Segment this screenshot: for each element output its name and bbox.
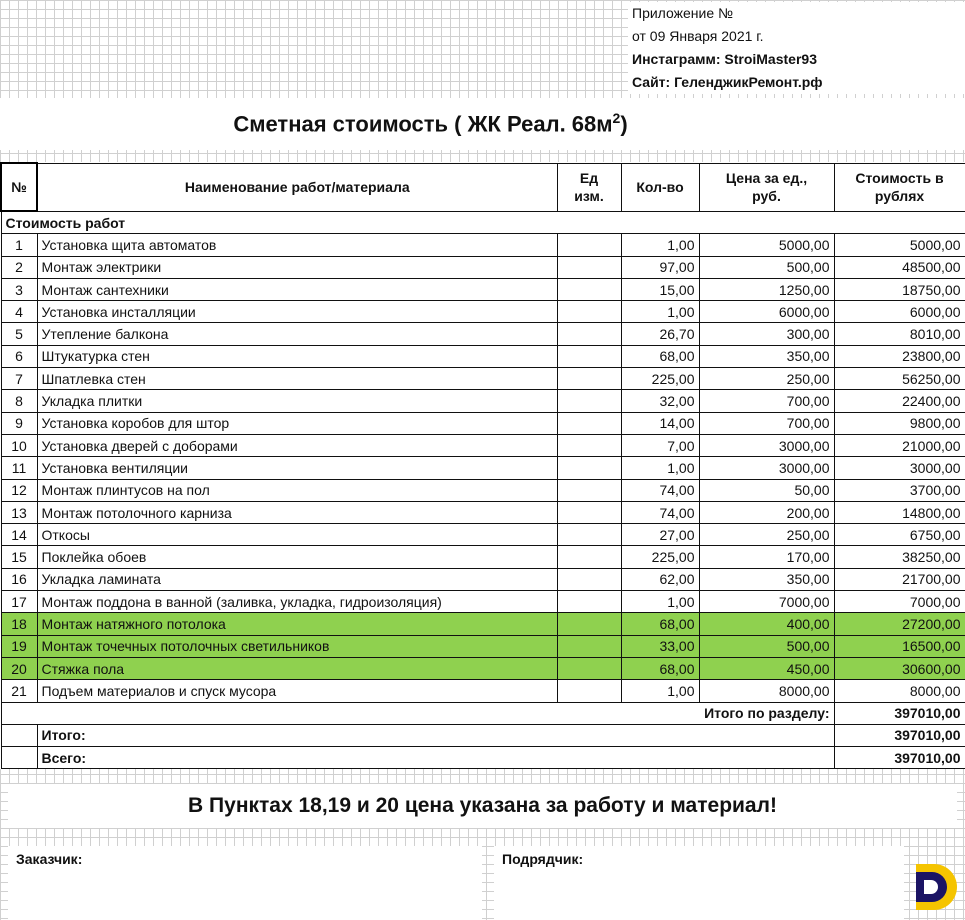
row-unit <box>557 546 621 568</box>
row-price: 6000,00 <box>699 301 834 323</box>
instagram-line: Инстаграмм: StroiMaster93 <box>632 51 817 67</box>
grand-total-value: 397010,00 <box>834 747 965 769</box>
row-name: Установка коробов для штор <box>37 412 557 434</box>
row-unit <box>557 390 621 412</box>
estimate-table <box>0 162 965 769</box>
row-unit <box>557 524 621 546</box>
row-name: Монтаж плинтусов на пол <box>37 479 557 501</box>
customer-label: Заказчик: <box>16 851 83 867</box>
row-unit <box>557 568 621 590</box>
section-total-label: Итого по разделу: <box>1 702 834 724</box>
row-qty: 1,00 <box>621 680 699 702</box>
table-row <box>1 479 965 501</box>
row-cost: 8010,00 <box>834 323 965 345</box>
table-row <box>1 434 965 456</box>
row-cost: 30600,00 <box>834 657 965 679</box>
row-name: Поклейка обоев <box>37 546 557 568</box>
customer-signature-box <box>8 846 482 920</box>
row-qty: 62,00 <box>621 568 699 590</box>
row-name: Установка дверей с доборами <box>37 434 557 456</box>
row-price: 3000,00 <box>699 457 834 479</box>
table-header-row <box>1 163 965 211</box>
row-price: 3000,00 <box>699 434 834 456</box>
row-price: 1250,00 <box>699 278 834 300</box>
row-cost: 3700,00 <box>834 479 965 501</box>
row-name: Откосы <box>37 524 557 546</box>
row-cost: 16500,00 <box>834 635 965 657</box>
row-price: 170,00 <box>699 546 834 568</box>
table-row <box>1 501 965 523</box>
row-number: 16 <box>1 568 37 590</box>
row-number: 20 <box>1 657 37 679</box>
row-qty: 225,00 <box>621 368 699 390</box>
page-title <box>233 110 627 137</box>
table-row <box>1 635 965 657</box>
table-row <box>1 256 965 278</box>
row-number: 19 <box>1 635 37 657</box>
unit-header-line1: Ед <box>579 170 599 186</box>
row-price: 200,00 <box>699 501 834 523</box>
total-label: Итого: <box>37 724 834 746</box>
row-unit <box>557 591 621 613</box>
row-price: 300,00 <box>699 323 834 345</box>
note-banner <box>8 784 957 828</box>
row-qty: 1,00 <box>621 301 699 323</box>
row-qty: 68,00 <box>621 657 699 679</box>
row-number: 14 <box>1 524 37 546</box>
row-name: Установка инсталляции <box>37 301 557 323</box>
row-price: 450,00 <box>699 657 834 679</box>
row-qty: 7,00 <box>621 434 699 456</box>
row-price: 400,00 <box>699 613 834 635</box>
row-number: 6 <box>1 345 37 367</box>
row-name: Укладка ламината <box>37 568 557 590</box>
row-cost: 3000,00 <box>834 457 965 479</box>
row-number: 21 <box>1 680 37 702</box>
row-price: 5000,00 <box>699 234 834 256</box>
table-row <box>1 613 965 635</box>
table-row <box>1 546 965 568</box>
row-qty: 27,00 <box>621 524 699 546</box>
row-name: Монтаж электрики <box>37 256 557 278</box>
row-cost: 6750,00 <box>834 524 965 546</box>
total-empty-cell <box>1 724 37 746</box>
row-cost: 22400,00 <box>834 390 965 412</box>
section-total-value: 397010,00 <box>834 702 965 724</box>
row-cost: 5000,00 <box>834 234 965 256</box>
col-cost-header <box>834 163 965 211</box>
row-price: 700,00 <box>699 412 834 434</box>
grand-total-row <box>1 747 965 769</box>
row-number: 15 <box>1 546 37 568</box>
row-number: 11 <box>1 457 37 479</box>
row-name: Монтаж поддона в ванной (заливка, укладка, гидроизоляция) <box>37 591 557 613</box>
row-qty: 68,00 <box>621 345 699 367</box>
unit-header-line2: изм. <box>574 188 604 204</box>
row-cost: 8000,00 <box>834 680 965 702</box>
title-band <box>0 98 965 150</box>
website-line: Сайт: ГеленджикРемонт.рф <box>632 74 823 90</box>
row-unit <box>557 457 621 479</box>
row-number: 9 <box>1 412 37 434</box>
row-price: 350,00 <box>699 568 834 590</box>
row-qty: 74,00 <box>621 501 699 523</box>
row-cost: 38250,00 <box>834 546 965 568</box>
table-row <box>1 323 965 345</box>
row-number: 4 <box>1 301 37 323</box>
row-cost: 21000,00 <box>834 434 965 456</box>
row-price: 700,00 <box>699 390 834 412</box>
row-name: Подъем материалов и спуск мусора <box>37 680 557 702</box>
cost-header-line1: Стоимость в <box>855 170 944 186</box>
row-cost: 27200,00 <box>834 613 965 635</box>
row-unit <box>557 278 621 300</box>
row-number: 2 <box>1 256 37 278</box>
title-close: ) <box>620 111 628 137</box>
col-price-header <box>699 163 834 211</box>
row-unit <box>557 323 621 345</box>
row-unit <box>557 657 621 679</box>
row-qty: 74,00 <box>621 479 699 501</box>
row-qty: 225,00 <box>621 546 699 568</box>
row-price: 500,00 <box>699 256 834 278</box>
total-row <box>1 724 965 746</box>
row-unit <box>557 635 621 657</box>
row-cost: 9800,00 <box>834 412 965 434</box>
row-name: Монтаж потолочного карниза <box>37 501 557 523</box>
row-price: 500,00 <box>699 635 834 657</box>
row-price: 250,00 <box>699 524 834 546</box>
grand-empty-cell <box>1 747 37 769</box>
date-line: от 09 Января 2021 г. <box>632 28 764 44</box>
appendix-line: Приложение № <box>632 5 734 21</box>
table-row <box>1 680 965 702</box>
row-name: Штукатурка стен <box>37 345 557 367</box>
grand-total-label: Всего: <box>37 747 834 769</box>
row-cost: 21700,00 <box>834 568 965 590</box>
section-row <box>1 211 965 234</box>
row-cost: 48500,00 <box>834 256 965 278</box>
row-price: 350,00 <box>699 345 834 367</box>
row-name: Утепление балкона <box>37 323 557 345</box>
section-title: Стоимость работ <box>1 211 965 234</box>
row-cost: 14800,00 <box>834 501 965 523</box>
table-row <box>1 457 965 479</box>
title-superscript: 2 <box>612 110 621 127</box>
row-qty: 97,00 <box>621 256 699 278</box>
row-price: 250,00 <box>699 368 834 390</box>
row-number: 7 <box>1 368 37 390</box>
row-name: Шпатлевка стен <box>37 368 557 390</box>
title-text: Сметная стоимость ( ЖК Реал. 68м <box>233 111 613 137</box>
row-price: 8000,00 <box>699 680 834 702</box>
table-row <box>1 278 965 300</box>
row-unit <box>557 345 621 367</box>
note-text: В Пунктах 18,19 и 20 цена указана за работу и материал! <box>188 794 777 817</box>
row-number: 17 <box>1 591 37 613</box>
row-unit <box>557 479 621 501</box>
row-cost: 6000,00 <box>834 301 965 323</box>
row-name: Монтаж натяжного потолока <box>37 613 557 635</box>
row-unit <box>557 412 621 434</box>
row-number: 12 <box>1 479 37 501</box>
row-number: 10 <box>1 434 37 456</box>
row-qty: 1,00 <box>621 591 699 613</box>
row-unit <box>557 234 621 256</box>
table-row <box>1 390 965 412</box>
col-qty-header: Кол-во <box>621 163 699 211</box>
row-cost: 23800,00 <box>834 345 965 367</box>
row-unit <box>557 256 621 278</box>
row-name: Монтаж точечных потолочных светильников <box>37 635 557 657</box>
row-name: Установка вентиляции <box>37 457 557 479</box>
row-qty: 1,00 <box>621 457 699 479</box>
section-total-row <box>1 702 965 724</box>
price-header-line1: Цена за ед., <box>725 170 808 186</box>
row-number: 8 <box>1 390 37 412</box>
brand-logo-icon <box>910 862 960 916</box>
row-cost: 56250,00 <box>834 368 965 390</box>
contractor-signature-box <box>494 846 904 920</box>
table-row <box>1 657 965 679</box>
row-unit <box>557 501 621 523</box>
row-price: 7000,00 <box>699 591 834 613</box>
row-qty: 15,00 <box>621 278 699 300</box>
document-header <box>628 2 965 94</box>
row-unit <box>557 301 621 323</box>
col-name-header: Наименование работ/материала <box>37 163 557 211</box>
row-unit <box>557 680 621 702</box>
row-unit <box>557 434 621 456</box>
row-qty: 1,00 <box>621 234 699 256</box>
table-row <box>1 568 965 590</box>
table-row <box>1 524 965 546</box>
row-name: Стяжка пола <box>37 657 557 679</box>
total-value: 397010,00 <box>834 724 965 746</box>
row-unit <box>557 613 621 635</box>
row-qty: 68,00 <box>621 613 699 635</box>
table-row <box>1 591 965 613</box>
table-row <box>1 234 965 256</box>
row-qty: 33,00 <box>621 635 699 657</box>
row-cost: 7000,00 <box>834 591 965 613</box>
row-qty: 26,70 <box>621 323 699 345</box>
row-number: 1 <box>1 234 37 256</box>
row-unit <box>557 368 621 390</box>
contractor-label: Подрядчик: <box>502 851 584 867</box>
table-row <box>1 301 965 323</box>
row-name: Монтаж сантехники <box>37 278 557 300</box>
row-number: 3 <box>1 278 37 300</box>
table-row <box>1 412 965 434</box>
row-qty: 14,00 <box>621 412 699 434</box>
table-row <box>1 368 965 390</box>
row-qty: 32,00 <box>621 390 699 412</box>
col-no-header: № <box>1 163 37 211</box>
row-price: 50,00 <box>699 479 834 501</box>
row-number: 18 <box>1 613 37 635</box>
row-number: 13 <box>1 501 37 523</box>
row-name: Укладка плитки <box>37 390 557 412</box>
price-header-line2: руб. <box>752 188 781 204</box>
table-row <box>1 345 965 367</box>
row-name: Установка щита автоматов <box>37 234 557 256</box>
row-number: 5 <box>1 323 37 345</box>
cost-header-line2: рублях <box>874 188 925 204</box>
col-unit-header <box>557 163 621 211</box>
row-cost: 18750,00 <box>834 278 965 300</box>
table-body <box>1 211 965 702</box>
